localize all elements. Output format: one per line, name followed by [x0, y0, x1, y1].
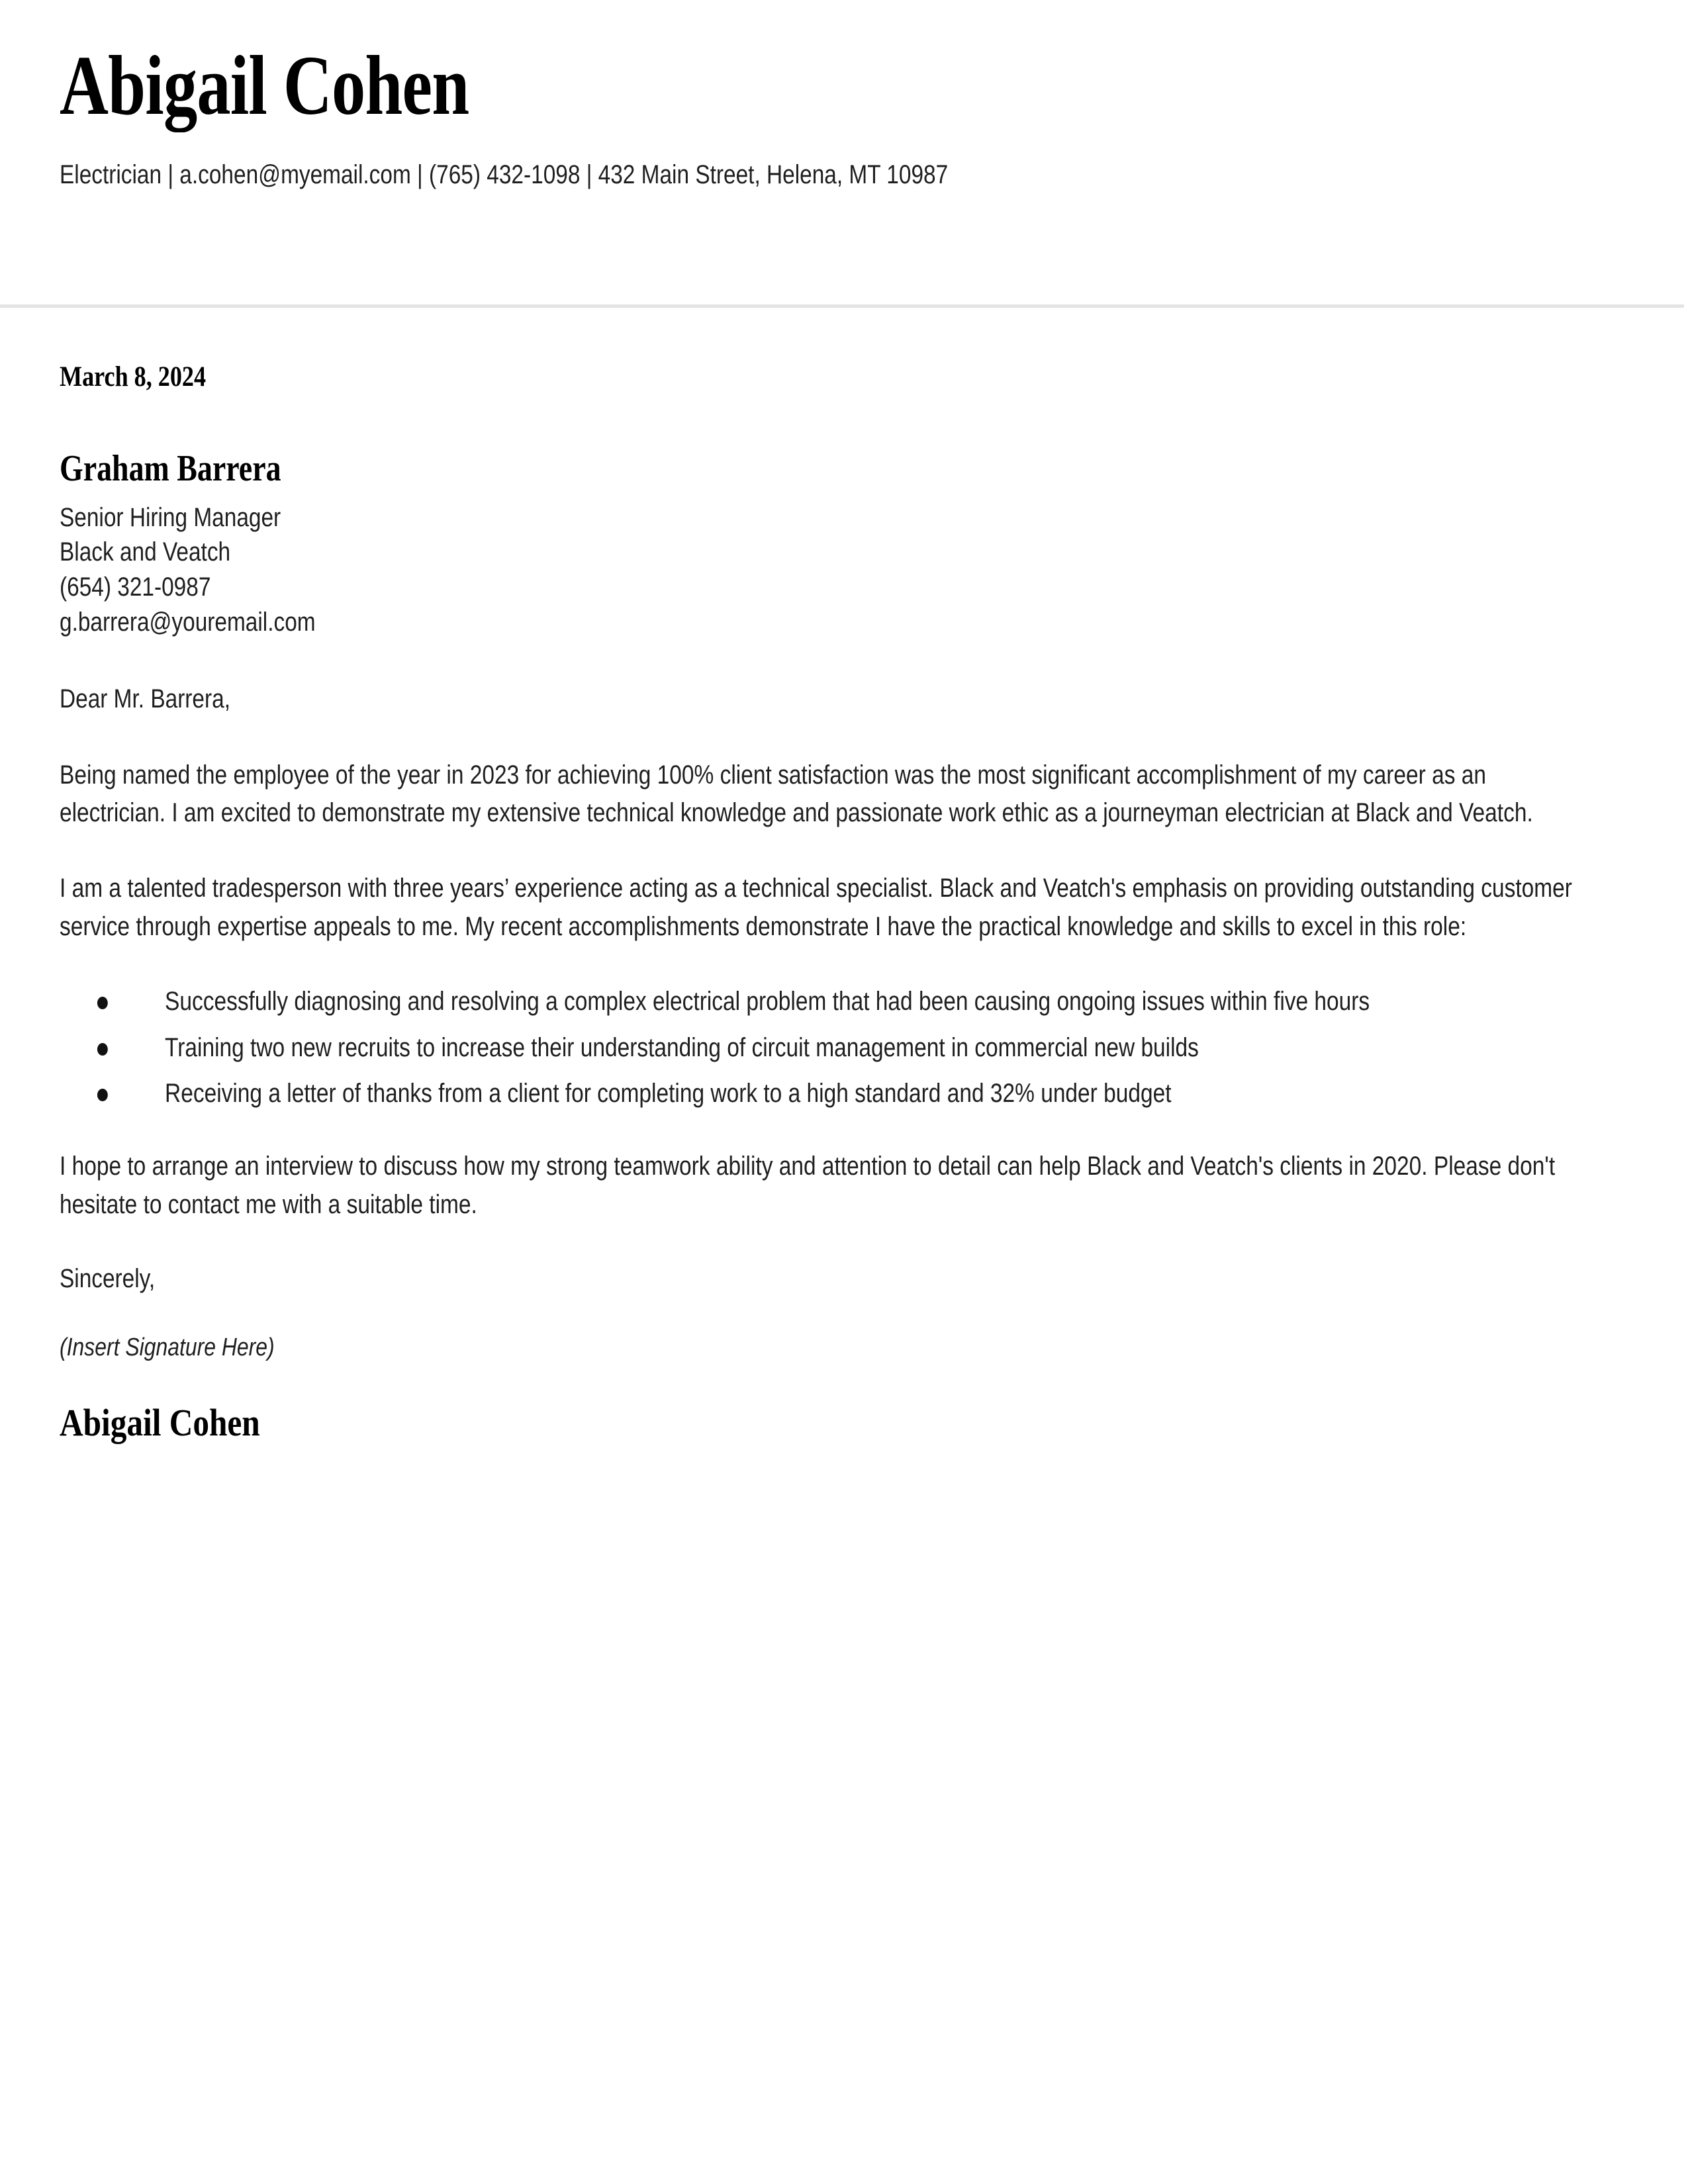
signature-placeholder-text: (Insert Signature Here)	[60, 1334, 275, 1362]
recipient-title: Senior Hiring Manager	[60, 502, 281, 532]
contact-line: Electrician | a.cohen@myemail.com | (765) 432-1098 | 432 Main Street, Helena, MT 10987	[60, 159, 949, 189]
signature-placeholder	[60, 1334, 1595, 1362]
recipient-name: Graham Barrera	[60, 448, 281, 489]
signature-name	[60, 1400, 1595, 1445]
bullet-dot-icon	[97, 1043, 108, 1056]
bullet-dot-icon	[97, 1089, 108, 1101]
letter-header	[0, 0, 1688, 191]
recipient-email: g.barrera@youremail.com	[60, 607, 316, 637]
list-item-text: Successfully diagnosing and resolving a complex electrical problem that had been causing ongoing issues within five hours	[165, 987, 1370, 1017]
salutation	[60, 681, 1595, 717]
list-item-text: Receiving a letter of thanks from a client for completing work to a high standard and 32% under budget	[165, 1079, 1172, 1109]
list-item	[60, 1029, 1594, 1068]
recipient-phone: (654) 321-0987	[60, 572, 211, 602]
closing-paragraph: I hope to arrange an interview to discuss how my strong teamwork ability and attention to detail can help Black and Veatch's clients in 2020. Please don't hesitate to contact me with a suitable time.	[60, 1151, 1556, 1219]
signoff-text: Sincerely,	[60, 1264, 156, 1294]
recipient-block	[60, 500, 1595, 640]
letter-body	[60, 361, 1595, 1445]
salutation-text: Dear Mr. Barrera,	[60, 684, 230, 713]
body-paragraph-1: Being named the employee of the year in 2023 for achieving 100% client satisfaction was the most significant accomplishment of my career as an electrician. I am excited to demonstrate my extensive technical knowledge and passionate work ethic as a journeyman electrician at Black and Veatch.	[60, 760, 1533, 828]
recipient-company: Black and Veatch	[60, 537, 231, 567]
header-divider	[0, 304, 1684, 308]
letter-date: March 8, 2024	[60, 361, 207, 392]
bullet-dot-icon	[97, 997, 108, 1009]
list-item-text: Training two new recruits to increase their understanding of circuit management in commercial new builds	[165, 1032, 1199, 1062]
signature-name-text: Abigail Cohen	[60, 1401, 260, 1445]
page-title: Abigail Cohen	[60, 38, 469, 132]
body-paragraph-2: I am a talented tradesperson with three years’ experience acting as a technical specialist. Black and Veatch's emphasis on providing outstanding customer service through expertise appeals to me. My recent accomplishments demonstrate I have the practical knowledge and skills to excel in this role:	[60, 873, 1572, 941]
list-item	[60, 983, 1594, 1021]
signoff	[60, 1261, 1595, 1297]
accomplishments-list	[60, 983, 1594, 1113]
list-item	[60, 1075, 1594, 1113]
